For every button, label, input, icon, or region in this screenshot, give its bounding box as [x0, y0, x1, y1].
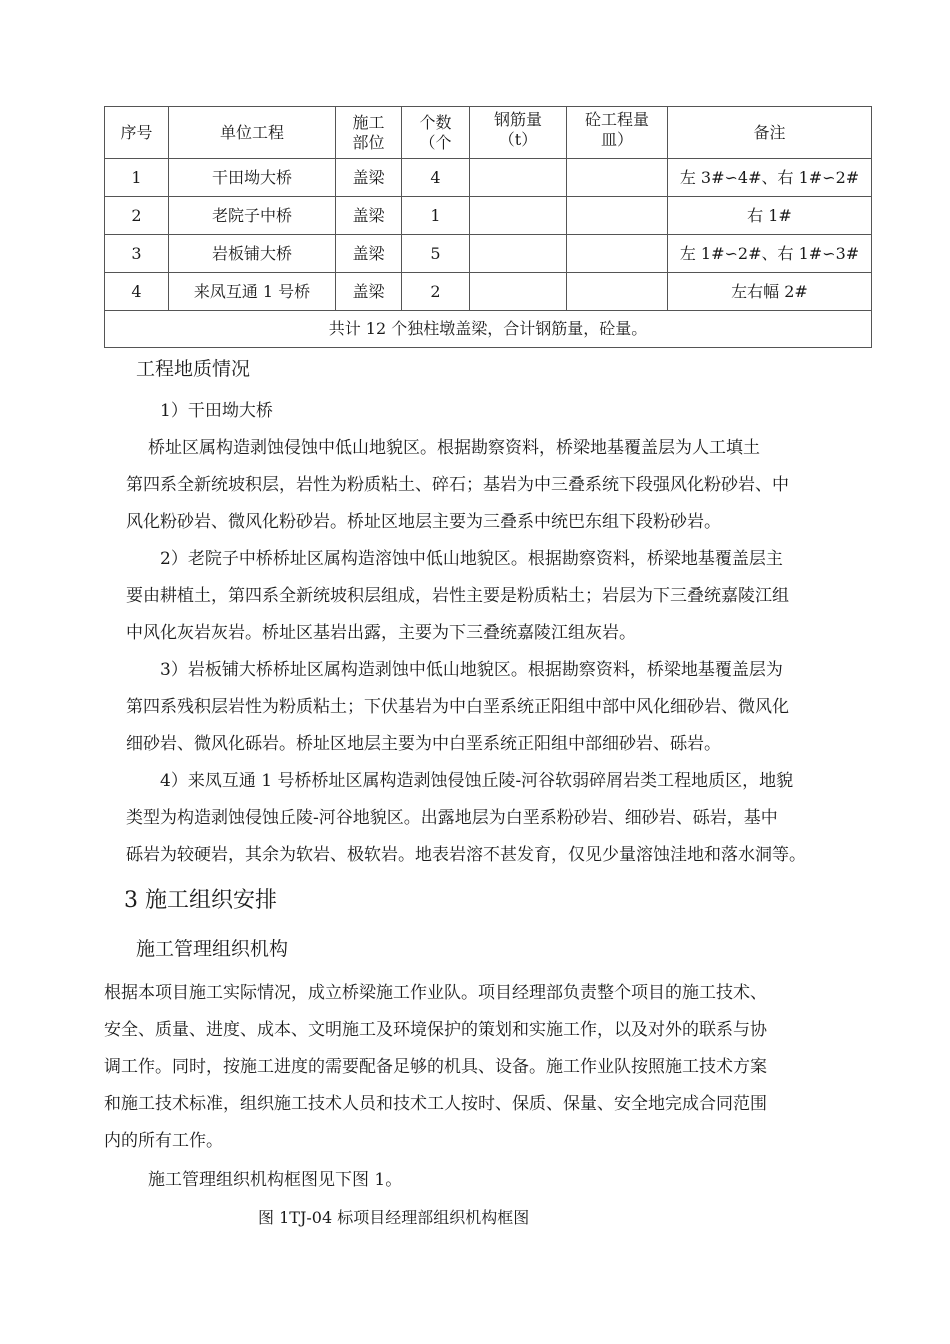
section-3-line5: 内的所有工作。 — [104, 1131, 223, 1151]
header-index: 序号 — [105, 107, 169, 159]
section-3-line1: 根据本项目施工实际情况，成立桥梁施工作业队。项目经理部负责整个项目的施工技术、 — [104, 983, 767, 1003]
cell-part: 盖梁 — [336, 273, 402, 311]
table-header-row — [105, 107, 872, 159]
header-remark: 备注 — [668, 107, 872, 159]
cell-index: 2 — [105, 197, 169, 235]
geology-p4-line1: 4）来凤互通 1 号桥桥址区属构造剥蚀侵蚀丘陵-河谷软弱碎屑岩类工程地质区，地貌 — [160, 771, 794, 791]
geology-p2-line2: 要由耕植土，第四系全新统坡积层组成，岩性主要是粉质粘土；岩层为下三叠统嘉陵江组 — [126, 586, 789, 606]
cell-remark: 左右幅 2# — [668, 273, 872, 311]
cell-part: 盖梁 — [336, 197, 402, 235]
section-3-subheading: 施工管理组织机构 — [136, 938, 289, 960]
geology-heading: 工程地质情况 — [136, 358, 251, 380]
cell-remark: 左 3#∽4#、右 1#∽2# — [668, 159, 872, 197]
cell-project: 来凤互通 1 号桥 — [169, 273, 336, 311]
cell-remark: 右 1# — [668, 197, 872, 235]
header-count: 个数 （个 — [402, 107, 470, 159]
cell-concrete — [567, 235, 668, 273]
cell-count: 5 — [402, 235, 470, 273]
cell-part: 盖梁 — [336, 159, 402, 197]
geology-p3-line3: 细砂岩、微风化砾岩。桥址区地层主要为中白垩系统正阳组中部细砂岩、砾岩。 — [126, 734, 721, 754]
geology-p2-line1: 2）老院子中桥桥址区属构造溶蚀中低山地貌区。根据勘察资料，桥梁地基覆盖层主 — [160, 549, 783, 569]
section-3-line2: 安全、质量、进度、成本、文明施工及环境保护的策划和实施工作，以及对外的联系与协 — [104, 1020, 767, 1040]
table-total: 共计 12 个独柱墩盖梁，合计钢筋量，砼量。 — [105, 311, 872, 348]
header-rebar: 钢筋量 （t） — [470, 107, 567, 159]
table-total-row — [105, 311, 872, 348]
figure-reference: 施工管理组织机构框图见下图 1。 — [148, 1170, 403, 1190]
geology-p3-line2: 第四系残积层岩性为粉质粘土；下伏基岩为中白垩系统正阳组中部中风化细砂岩、微风化 — [126, 697, 789, 717]
cell-remark: 左 1#∽2#、右 1#∽3# — [668, 235, 872, 273]
cell-count: 4 — [402, 159, 470, 197]
table-row — [105, 273, 872, 311]
header-part: 施工 部位 — [336, 107, 402, 159]
geology-p4-line2: 类型为构造剥蚀侵蚀丘陵-河谷地貌区。出露地层为白垩系粉砂岩、细砂岩、砾岩，基中 — [126, 808, 778, 828]
header-project: 单位工程 — [169, 107, 336, 159]
cell-project: 老院子中桥 — [169, 197, 336, 235]
cell-rebar — [470, 273, 567, 311]
cell-project: 干田坳大桥 — [169, 159, 336, 197]
cell-index: 3 — [105, 235, 169, 273]
table-row — [105, 235, 872, 273]
geology-p3-line1: 3）岩板铺大桥桥址区属构造剥蚀中低山地貌区。根据勘察资料，桥梁地基覆盖层为 — [160, 660, 783, 680]
cell-rebar — [470, 235, 567, 273]
header-concrete: 砼工程量 皿） — [567, 107, 668, 159]
cell-concrete — [567, 159, 668, 197]
cell-index: 4 — [105, 273, 169, 311]
section-3-line3: 调工作。同时，按施工进度的需要配备足够的机具、设备。施工作业队按照施工技术方案 — [104, 1057, 767, 1077]
cell-concrete — [567, 197, 668, 235]
geology-p1-line2: 第四系全新统坡积层，岩性为粉质粘土、碎石；基岩为中三叠系统下段强风化粉砂岩、中 — [126, 475, 789, 495]
cell-rebar — [470, 197, 567, 235]
figure-caption: 图 1TJ-04 标项目经理部组织机构框图 — [258, 1208, 530, 1227]
cell-part: 盖梁 — [336, 235, 402, 273]
cell-count: 1 — [402, 197, 470, 235]
geology-p1-line3: 风化粉砂岩、微风化粉砂岩。桥址区地层主要为三叠系中统巴东组下段粉砂岩。 — [126, 512, 721, 532]
section-3-heading: 3 施工组织安排 — [124, 888, 277, 913]
cell-index: 1 — [105, 159, 169, 197]
table-row — [105, 197, 872, 235]
geology-p4-line3: 砾岩为较硬岩，其余为软岩、极软岩。地表岩溶不甚发育，仅见少量溶蚀洼地和落水洞等。 — [126, 845, 806, 865]
section-3-line4: 和施工技术标准，组织施工技术人员和技术工人按时、保质、保量、安全地完成合同范围 — [104, 1094, 767, 1114]
geology-sub-1: 1）干田坳大桥 — [160, 401, 273, 421]
cell-rebar — [470, 159, 567, 197]
cell-project: 岩板铺大桥 — [169, 235, 336, 273]
geology-p1-line1: 桥址区属构造剥蚀侵蚀中低山地貌区。根据勘察资料，桥梁地基覆盖层为人工填土 — [148, 438, 760, 458]
bridge-summary-table — [104, 106, 872, 348]
table-row — [105, 159, 872, 197]
cell-concrete — [567, 273, 668, 311]
geology-p2-line3: 中风化灰岩灰岩。桥址区基岩出露，主要为下三叠统嘉陵江组灰岩。 — [126, 623, 636, 643]
cell-count: 2 — [402, 273, 470, 311]
